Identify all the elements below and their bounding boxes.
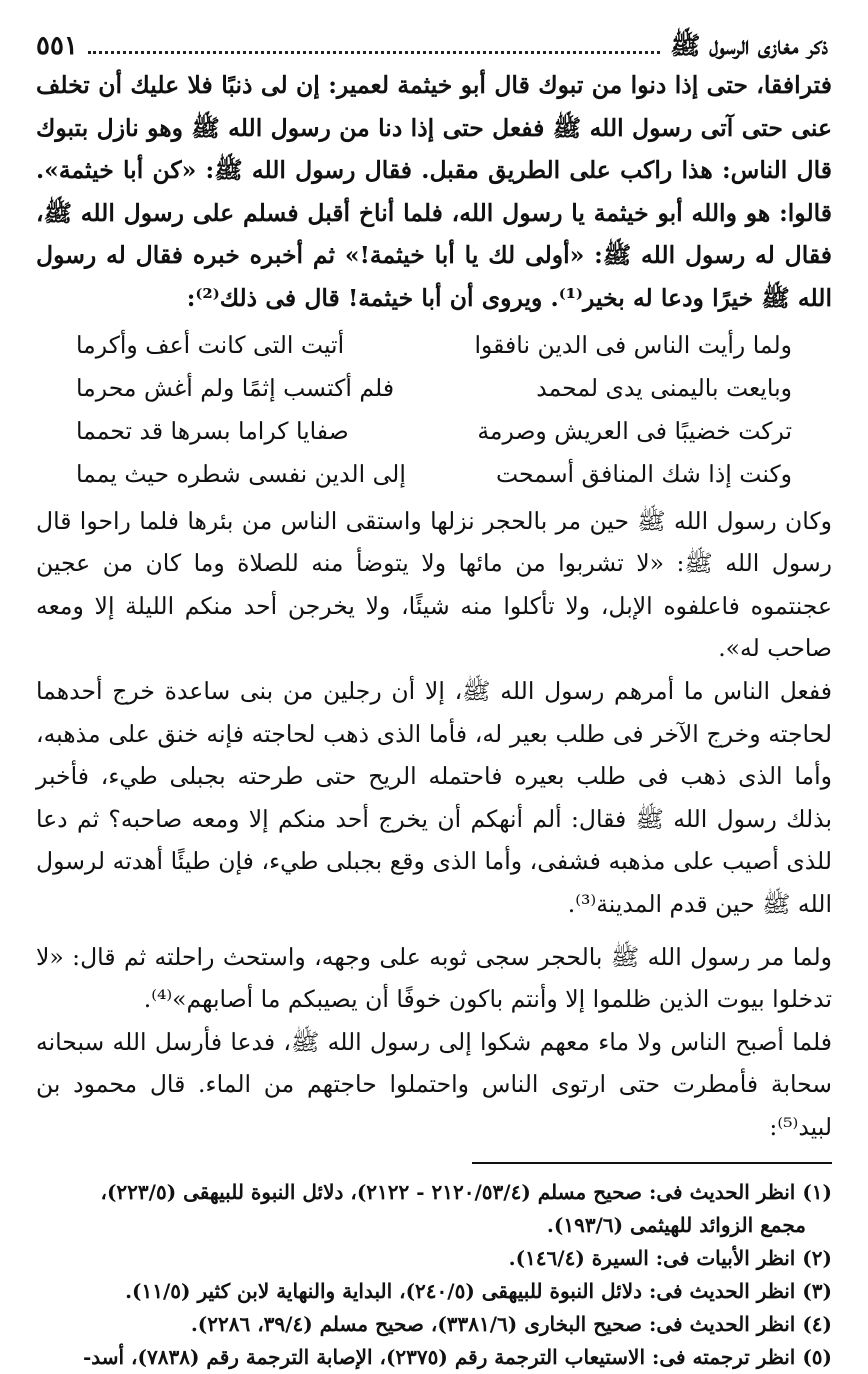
main-text bbox=[36, 64, 832, 1148]
paragraph-passing-hijr: ولما مر رسول الله ﷺ بالحجر سجى ثوبه على وجهه، واستحث راحلته ثم قال: «لا تدخلوا بيوت الذين ظلموا إلا وأنتم باكون خوفًا أن يصيبكم ما أصابهم»⁽⁴⁾. bbox=[36, 942, 832, 1014]
verse-first-hemistich: ولما رأيت الناس فى الدين نافقوا bbox=[474, 330, 792, 359]
chapter-title: ذكر مغازى الرسول ﷺ bbox=[670, 31, 828, 60]
paragraph-hijr-water: وكان رسول الله ﷺ حين مر بالحجر نزلها واستقى الناس من بئرها فلما راحوا قال رسول الله ﷺ: «لا تشربوا من مائها ولا يتوضأ منه للصلاة وما كان من عجين عجنتموه فاعلفوه الإبل، ولا تأكلوا منه شيئًا، ولا يخرجن أحد منكم الليلة إلا ومعه صاحب له». bbox=[36, 506, 832, 663]
paragraph-spacer bbox=[36, 926, 832, 936]
verse-second-hemistich: أتيت التى كانت أعف وأكرما bbox=[76, 330, 345, 359]
paragraph-rain: فلما أصبح الناس ولا ماء معهم شكوا إلى رسول الله ﷺ، فدعا فأرسل الله سبحانه سحابة فأمطرت حتى ارتوى الناس واحتملوا حاجتهم من الماء. قال محمود بن لبيد⁽⁵⁾: bbox=[36, 1027, 832, 1141]
footnote-4: (٤) انظر الحديث فى: صحيح البخارى (٣٣٨١/٦)، صحيح مسلم (٣٩/٤، ٢٢٨٦). bbox=[190, 1312, 832, 1337]
verse-second-hemistich: إلى الدين نفسى شطره حيث يمما bbox=[76, 459, 406, 488]
verse-second-hemistich: صفايا كراما بسرها قد تحمما bbox=[76, 416, 349, 445]
footnote-2: (٢) انظر الأبيات فى: السيرة (١٤٦/٤). bbox=[508, 1246, 832, 1271]
page-number: ٥٥١ bbox=[36, 31, 78, 61]
footnote-3: (٣) انظر الحديث فى: دلائل النبوة للبيهقى (٢٤٠/٥)، البداية والنهاية لابن كثير (١١/٥). bbox=[125, 1279, 832, 1304]
poem bbox=[36, 324, 832, 496]
footnote-1: (١) انظر الحديث فى: صحيح مسلم (٢١٢٠/٥٣/٤ - ٢١٢٢)، دلائل النبوة للبيهقى (٢٢٣/٥)، bbox=[100, 1180, 832, 1205]
paragraph-abu-khaythama: فترافقا، حتى إذا دنوا من تبوك قال أبو خيثمة لعمير: إن لى ذنبًا فلا عليك أن تخلف عنى حتى آتى رسول الله ﷺ ففعل حتى إذا دنا من رسول الله ﷺ وهو نازل بتبوك قال الناس: هذا راكب على الطريق مقبل. فقال رسول الله ﷺ: «كن أبا خيثمة». قالوا: هو والله أبو خيثمة يا رسول الله، فلما أناخ أقبل فسلم على رسول الله ﷺ، فقال له رسول الله ﷺ: «أولى لك يا أبا خيثمة!» ثم أخبره خبره فقال له رسول الله ﷺ خيرًا ودعا له بخير⁽¹⁾. ويروى أن أبا خيثمة! قال فى ذلك⁽²⁾: bbox=[36, 71, 832, 312]
footnote-5: (٥) انظر ترجمته فى: الاستيعاب الترجمة رقم (٢٣٧٥)، الإصابة الترجمة رقم (٧٨٣٨)، أسد- bbox=[82, 1345, 832, 1370]
poem-verse bbox=[36, 324, 832, 367]
verse-first-hemistich: وكنت إذا شك المنافق أسمحت bbox=[495, 459, 792, 488]
running-header bbox=[36, 28, 828, 64]
verse-first-hemistich: وبايعت باليمنى يدى لمحمد bbox=[536, 373, 792, 402]
header-dot-leader bbox=[88, 51, 660, 54]
poem-verse bbox=[36, 410, 832, 453]
footnote-separator bbox=[472, 1162, 832, 1164]
footnotes bbox=[36, 1176, 832, 1374]
poem-verse bbox=[36, 453, 832, 496]
paragraph-two-men: ففعل الناس ما أمرهم رسول الله ﷺ، إلا أن رجلين من بنى ساعدة خرج أحدهما لحاجته وخرج الآخر فى طلب بعير له، فأما الذى ذهب لحاجته فإنه خنق على مذهبه، وأما الذى ذهب فى طلب بعيره فاحتمله الريح حتى طرحته بجبلى طيء، فأخبر بذلك رسول الله ﷺ فقال: ألم أنهكم أن يخرج أحد منكم إلا ومعه صاحبه؟ ثم دعا للذى أصيب على مذهبه فشفى، وأما الذى وقع بجبلى طيء، فإن طيئًا أهدته لرسول الله ﷺ حين قدم المدينة⁽³⁾. bbox=[36, 676, 832, 918]
footnote-1-continuation: مجمع الزوائد للهيثمى (١٩٣/٦). bbox=[546, 1213, 806, 1238]
poem-verse bbox=[36, 367, 832, 410]
verse-second-hemistich: فلم أكتسب إثمًا ولم أغش محرما bbox=[76, 373, 395, 402]
verse-first-hemistich: تركت خضيبًا فى العريش وصرمة bbox=[477, 416, 792, 445]
